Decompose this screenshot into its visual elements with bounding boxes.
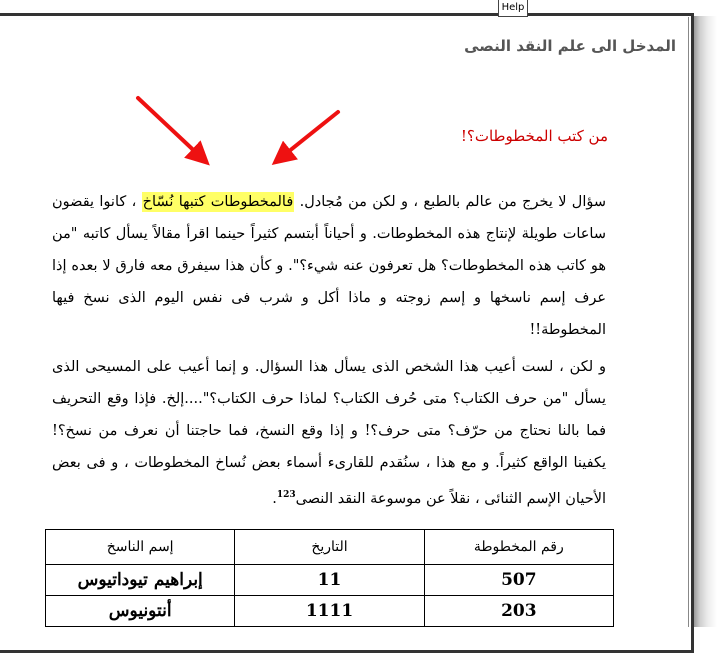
table-cell: 203 xyxy=(424,596,613,627)
section-title: من كتب المخطوطات؟! xyxy=(460,127,608,145)
table-cell: 11 xyxy=(235,565,424,596)
running-header: المدخل الى علم النقد النصى xyxy=(464,37,676,55)
column-header: رقم المخطوطة xyxy=(424,530,613,565)
scribes-table xyxy=(45,529,614,627)
page-shadow xyxy=(694,16,717,627)
table-row xyxy=(46,565,614,596)
table-cell: إبراهيم تيوداتيوس xyxy=(46,565,235,596)
column-header: التاريخ xyxy=(235,530,424,565)
highlighted-phrase: فالمخطوطات كتبها نُسّاخ xyxy=(142,194,294,210)
paragraph-2-text: و لكن ، لست أعيب هذا الشخص الذى يسأل هذا السؤال. و إنما أعيب على المسيحى الذى يسأل "من حرف الكتاب؟ متى حُرف الكتاب؟ لماذا حرف الكتاب؟"....إلخ. فإذا وقع التحريف فما بالنا نحتاج من حرّف؟ متى حرف؟! و إذا وقع النسخ، فما حاجتنا أن نعرف من نسخ؟! يكفينا الواقع كثيراً. و مع هذا ، سنُقدم للقارىء أسماء بعض نُساخ المخطوطات ، و فى بعض الأحيان الإسم الثنائى ، نقلاً عن موسوعة النقد النصى xyxy=(52,359,606,507)
table-header-row xyxy=(46,530,614,565)
table-cell: 507 xyxy=(424,565,613,596)
column-header: إسم الناسخ xyxy=(46,530,235,565)
footnote-ref[interactable]: 123 xyxy=(276,490,296,500)
help-tab[interactable]: Help xyxy=(498,0,528,17)
table-cell: أنتونيوس xyxy=(46,596,235,627)
paragraph-2-end: . xyxy=(272,490,277,507)
paragraph-1-rest: ، كانوا يقضون ساعات طويلة لإنتاج هذه المخطوطات. و أحياناً أبتسم كثيراً حينما اقرأ مقالاً يسأل كاتبه "من هو كاتب هذه المخطوطات؟ هل تعرفون عنه شيء؟". و كأن هذا سيفرق معه فارق لا بعده إذا عرف إسم ناسخها و إسم زوجته و ماذا أكل و شرب فى نفس اليوم الذى نسخ فيها المخطوطة!! xyxy=(52,194,606,338)
table-cell: 1111 xyxy=(235,596,424,627)
paragraph-1-start: سؤال لا يخرج من عالم بالطبع ، و لكن من مُجادل. xyxy=(294,194,607,210)
table-row xyxy=(46,596,614,627)
